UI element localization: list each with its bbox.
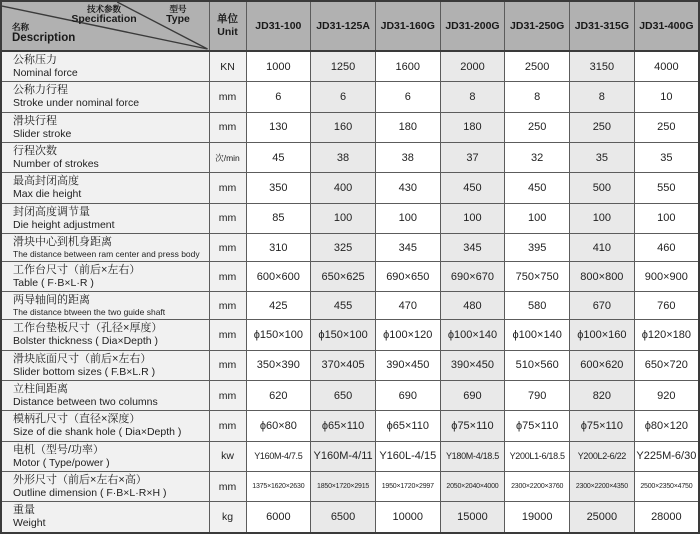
unit-cell: kw (209, 441, 246, 471)
row-label (1, 173, 209, 203)
value-cell: 550 (634, 173, 699, 203)
unit-column-header (209, 1, 246, 51)
value-cell: 620 (246, 381, 311, 411)
row-label-cn: 滑块中心到机身距离 (13, 236, 112, 249)
row-label-en: Die height adjustment (13, 218, 115, 231)
value-cell: 2500 (505, 51, 570, 82)
unit-cell: mm (209, 350, 246, 380)
type-label-en: Type (166, 13, 190, 26)
value-cell: ϕ60×80 (246, 411, 311, 441)
value-cell: 38 (375, 143, 440, 173)
value-cell: 400 (311, 173, 376, 203)
value-cell: 600×600 (246, 262, 311, 292)
model-column-header: JD31-400G (634, 1, 699, 51)
value-cell: 10 (634, 82, 699, 112)
row-label-cn: 最高封闭高度 (13, 175, 79, 188)
value-cell: Y160M-4/7.5 (246, 441, 311, 471)
row-label-en: Size of die shank hole ( Dia×Depth ) (13, 426, 182, 439)
value-cell: Y225M-6/30 (634, 441, 699, 471)
value-cell: 2500×2350×4750 (634, 472, 699, 502)
value-cell: 250 (634, 112, 699, 142)
table-row (1, 143, 699, 173)
value-cell: 25000 (570, 502, 635, 533)
row-label-en: Distance between two columns (13, 396, 158, 409)
value-cell: ϕ100×140 (440, 320, 505, 350)
value-cell: 410 (570, 234, 635, 262)
value-cell: 1600 (375, 51, 440, 82)
value-cell: 100 (505, 203, 570, 233)
row-label-cn: 滑块行程 (13, 114, 57, 127)
value-cell: 345 (440, 234, 505, 262)
value-cell: 650 (311, 381, 376, 411)
row-label (1, 82, 209, 112)
row-label-en: Table ( F·B×L·R ) (13, 277, 94, 290)
row-label (1, 441, 209, 471)
unit-cell: KN (209, 51, 246, 82)
row-label-cn: 工作台垫板尺寸（孔径×厚度） (13, 322, 163, 335)
row-label-cn: 滑块底面尺寸（前后×左右） (13, 352, 152, 365)
value-cell: 100 (440, 203, 505, 233)
corner-label-description (12, 23, 75, 45)
header-row (1, 1, 699, 51)
value-cell: ϕ65×110 (311, 411, 376, 441)
value-cell: 45 (246, 143, 311, 173)
value-cell: 460 (634, 234, 699, 262)
value-cell: 28000 (634, 502, 699, 533)
value-cell: Y200L1-6/18.5 (505, 441, 570, 471)
value-cell: 100 (634, 203, 699, 233)
value-cell: 32 (505, 143, 570, 173)
row-label (1, 292, 209, 320)
value-cell: ϕ100×140 (505, 320, 570, 350)
row-label (1, 472, 209, 502)
value-cell: 790 (505, 381, 570, 411)
value-cell: 325 (311, 234, 376, 262)
value-cell: 920 (634, 381, 699, 411)
value-cell: 2050×2040×4000 (440, 472, 505, 502)
table-row (1, 441, 699, 471)
value-cell: 4000 (634, 51, 699, 82)
row-label-en: Weight (13, 517, 46, 530)
value-cell: ϕ150×100 (311, 320, 376, 350)
row-label-cn: 封闭高度调节量 (13, 205, 90, 218)
row-label-en: Nominal force (13, 66, 78, 79)
row-label-cn: 公称压力 (13, 54, 57, 66)
value-cell: ϕ100×160 (570, 320, 635, 350)
value-cell: 35 (634, 143, 699, 173)
row-label-en: Number of strokes (13, 158, 99, 170)
table-row (1, 381, 699, 411)
value-cell: 8 (440, 82, 505, 112)
value-cell: 690 (440, 381, 505, 411)
table-row (1, 350, 699, 380)
value-cell: 19000 (505, 502, 570, 533)
value-cell: ϕ100×120 (375, 320, 440, 350)
value-cell: ϕ80×120 (634, 411, 699, 441)
value-cell: 180 (440, 112, 505, 142)
row-label (1, 350, 209, 380)
row-label (1, 502, 209, 533)
unit-header-cn: 单位 (217, 13, 238, 26)
model-column-header: JD31-100 (246, 1, 311, 51)
value-cell: 1250 (311, 51, 376, 82)
row-label-en: Bolster thickness ( Dia×Depth ) (13, 335, 159, 348)
table-row (1, 51, 699, 82)
value-cell: Y160L-4/15 (375, 441, 440, 471)
row-label-cn: 行程次数 (13, 145, 57, 158)
model-column-header: JD31-125A (311, 1, 376, 51)
row-label-en: Slider stroke (13, 127, 72, 140)
row-label (1, 143, 209, 173)
table-row (1, 292, 699, 320)
value-cell: 250 (570, 112, 635, 142)
unit-cell: mm (209, 262, 246, 292)
unit-cell: mm (209, 381, 246, 411)
row-label-en: The distance btween the two guide shaft (13, 307, 166, 318)
corner-label-type (152, 5, 204, 26)
type-label-cn: 型号 (169, 4, 187, 14)
value-cell: 1950×1720×2997 (375, 472, 440, 502)
value-cell: 8 (505, 82, 570, 112)
corner-cell (1, 1, 209, 51)
value-cell: 650×625 (311, 262, 376, 292)
description-label-en: Description (12, 32, 76, 45)
value-cell: 430 (375, 173, 440, 203)
value-cell: 10000 (375, 502, 440, 533)
value-cell: 450 (440, 173, 505, 203)
value-cell: 6 (311, 82, 376, 112)
row-label-en: Max die height (13, 188, 82, 201)
unit-cell: mm (209, 203, 246, 233)
value-cell: 8 (570, 82, 635, 112)
unit-cell: 次/min (209, 143, 246, 173)
value-cell: 350 (246, 173, 311, 203)
value-cell: 1375×1620×2630 (246, 472, 311, 502)
value-cell: 455 (311, 292, 376, 320)
table-row (1, 472, 699, 502)
row-label (1, 112, 209, 142)
table-row (1, 112, 699, 142)
row-label-en: Stroke under nominal force (13, 97, 140, 110)
value-cell: 6 (246, 82, 311, 112)
unit-cell: kg (209, 502, 246, 533)
unit-cell: mm (209, 411, 246, 441)
row-label-cn: 电机（型号/功率） (13, 443, 105, 456)
value-cell: ϕ150×100 (246, 320, 311, 350)
row-label-en: Motor ( Type/power ) (13, 456, 110, 469)
row-label-en: Slider bottom sizes ( F.B×L.R ) (13, 365, 156, 378)
row-label (1, 262, 209, 292)
value-cell: 750×750 (505, 262, 570, 292)
value-cell: 85 (246, 203, 311, 233)
value-cell: 345 (375, 234, 440, 262)
table-row (1, 262, 699, 292)
value-cell: 100 (375, 203, 440, 233)
value-cell: 6 (375, 82, 440, 112)
unit-cell: mm (209, 292, 246, 320)
value-cell: 15000 (440, 502, 505, 533)
value-cell: 480 (440, 292, 505, 320)
value-cell: 310 (246, 234, 311, 262)
unit-cell: mm (209, 234, 246, 262)
specification-label-en: Specification (71, 13, 137, 26)
model-column-header: JD31-160G (375, 1, 440, 51)
value-cell: 1000 (246, 51, 311, 82)
row-label (1, 51, 209, 82)
unit-cell: mm (209, 173, 246, 203)
row-label-cn: 两导轴间的距离 (13, 294, 90, 307)
row-label-cn: 工作台尺寸（前后×左右） (13, 264, 141, 277)
value-cell: 100 (570, 203, 635, 233)
row-label-cn: 重量 (13, 504, 35, 517)
unit-cell: mm (209, 82, 246, 112)
value-cell: 1850×1720×2915 (311, 472, 376, 502)
table-row (1, 234, 699, 262)
row-label (1, 203, 209, 233)
value-cell: 390×450 (375, 350, 440, 380)
value-cell: 690×670 (440, 262, 505, 292)
row-label-cn: 外形尺寸（前后×左右×高） (13, 474, 147, 487)
row-label-en: The distance between ram center and press body (13, 249, 200, 260)
value-cell: 6000 (246, 502, 311, 533)
value-cell: 470 (375, 292, 440, 320)
table-row (1, 173, 699, 203)
value-cell: 900×900 (634, 262, 699, 292)
value-cell: 2000 (440, 51, 505, 82)
value-cell: 3150 (570, 51, 635, 82)
value-cell: 390×450 (440, 350, 505, 380)
table-row (1, 502, 699, 533)
value-cell: 690 (375, 381, 440, 411)
value-cell: 510×560 (505, 350, 570, 380)
value-cell: 6500 (311, 502, 376, 533)
value-cell: 670 (570, 292, 635, 320)
table-row (1, 203, 699, 233)
row-label-cn: 公称力行程 (13, 84, 68, 97)
value-cell: 760 (634, 292, 699, 320)
value-cell: ϕ75×110 (440, 411, 505, 441)
description-label-cn: 名称 (12, 22, 30, 32)
value-cell: 370×405 (311, 350, 376, 380)
value-cell: 180 (375, 112, 440, 142)
value-cell: 350×390 (246, 350, 311, 380)
row-label (1, 234, 209, 262)
value-cell: 2300×2200×4350 (570, 472, 635, 502)
model-column-header: JD31-250G (505, 1, 570, 51)
table-row (1, 320, 699, 350)
row-label (1, 411, 209, 441)
table-row (1, 82, 699, 112)
unit-header-en: Unit (217, 26, 238, 38)
value-cell: 38 (311, 143, 376, 173)
value-cell: 650×720 (634, 350, 699, 380)
row-label-en: Outline dimension ( F·B×L·R×H ) (13, 487, 167, 500)
value-cell: 800×800 (570, 262, 635, 292)
value-cell: 425 (246, 292, 311, 320)
value-cell: 130 (246, 112, 311, 142)
specification-label-cn: 技术参数 (86, 4, 121, 14)
unit-cell: mm (209, 320, 246, 350)
value-cell: Y200L2-6/22 (570, 441, 635, 471)
table-row (1, 411, 699, 441)
value-cell: 690×650 (375, 262, 440, 292)
value-cell: 2300×2200×3760 (505, 472, 570, 502)
value-cell: 250 (505, 112, 570, 142)
row-label-cn: 模柄孔尺寸（直径×深度） (13, 413, 141, 426)
value-cell: 450 (505, 173, 570, 203)
value-cell: ϕ120×180 (634, 320, 699, 350)
row-label (1, 381, 209, 411)
value-cell: 160 (311, 112, 376, 142)
value-cell: 820 (570, 381, 635, 411)
value-cell: 37 (440, 143, 505, 173)
model-column-header: JD31-200G (440, 1, 505, 51)
value-cell: Y180M-4/18.5 (440, 441, 505, 471)
value-cell: Y160M-4/11 (311, 441, 376, 471)
value-cell: 35 (570, 143, 635, 173)
value-cell: ϕ75×110 (570, 411, 635, 441)
row-label-cn: 立柱间距离 (13, 383, 68, 396)
row-label (1, 320, 209, 350)
value-cell: 100 (311, 203, 376, 233)
value-cell: ϕ75×110 (505, 411, 570, 441)
model-column-header: JD31-315G (570, 1, 635, 51)
unit-cell: mm (209, 472, 246, 502)
value-cell: 500 (570, 173, 635, 203)
value-cell: 395 (505, 234, 570, 262)
value-cell: ϕ65×110 (375, 411, 440, 441)
value-cell: 600×620 (570, 350, 635, 380)
value-cell: 580 (505, 292, 570, 320)
unit-cell: mm (209, 112, 246, 142)
